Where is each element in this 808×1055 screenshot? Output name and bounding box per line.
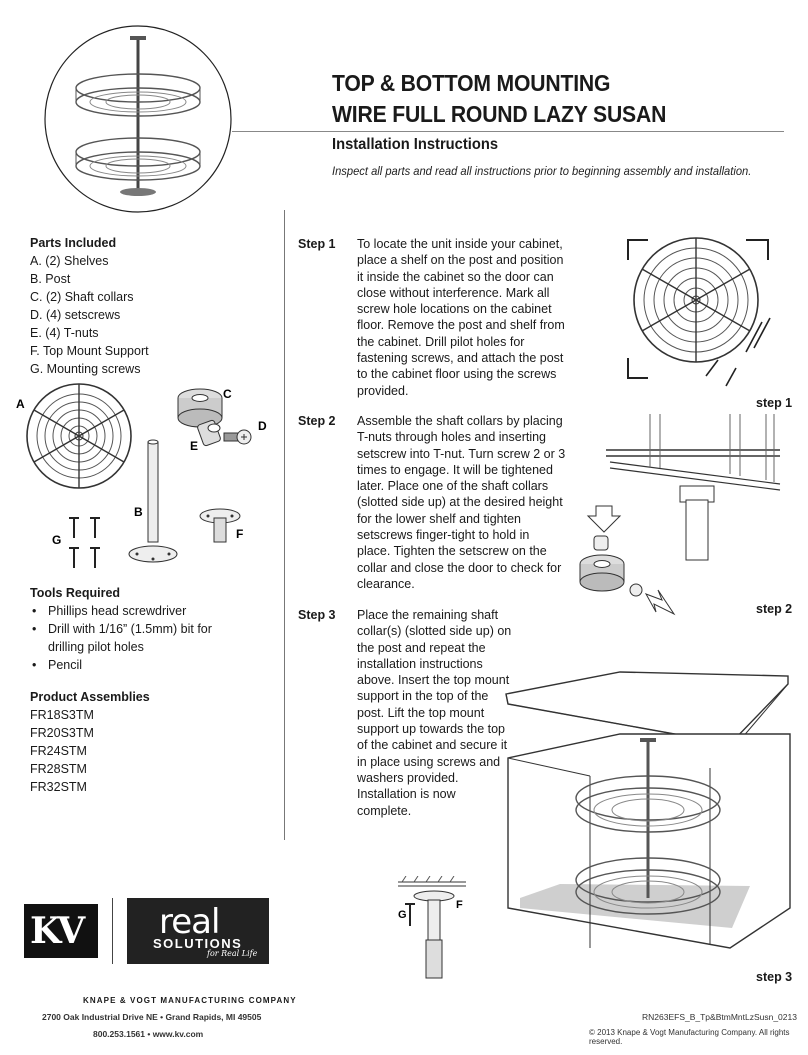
text-line: installation instructions [357, 656, 483, 671]
label-f: F [236, 527, 244, 541]
text-line: place. Tighten the setscrew on the [357, 544, 547, 559]
step-2-figure [570, 414, 792, 634]
text-line: setscrew into T-nut. Turn screw 2 or 3 [357, 446, 566, 461]
text-line: support up towards the top [357, 722, 506, 737]
list-item: FR20S3TM [30, 726, 94, 740]
text-line: fastening screws, and attach the post [357, 351, 564, 366]
parts-diagram [14, 378, 276, 582]
text-line: (slotted side up) at the desired height [357, 495, 563, 510]
list-item: • Drill with 1/16” (1.5mm) bit for [30, 620, 212, 638]
text-line: for the lower shelf and tighten [357, 511, 521, 526]
list-item: FR24STM [30, 744, 87, 758]
list-item: F. Top Mount Support [30, 344, 149, 358]
step-1-text [357, 236, 565, 399]
text-line: above. Insert the top mount [357, 673, 510, 688]
label-a: A [16, 397, 25, 411]
text-line: screw hole locations on the cabinet [357, 302, 552, 317]
footer-address: 2700 Oak Industrial Drive NE • Grand Rapids, MI 49505 [42, 1012, 262, 1022]
step-3-label: Step 3 [298, 608, 336, 622]
real-logo-word: real [159, 902, 220, 942]
text-line: the post and repeat the [357, 640, 486, 655]
text-line: post. Lift the top mount [357, 705, 485, 720]
label-c: C [223, 387, 232, 401]
text-line: complete. [357, 803, 412, 818]
real-solutions-logo [127, 898, 269, 964]
text-line: clearance. [357, 576, 415, 591]
title-divider [232, 131, 784, 132]
text-line: To locate the unit inside your cabinet, [357, 237, 563, 251]
assemblies-list [30, 706, 150, 796]
text-line: later. Place one of the shaft collars [357, 479, 549, 494]
label-g: G [52, 533, 62, 547]
copyright-notice: © 2013 Knape & Vogt Manufacturing Company. All rights reserved. [589, 1028, 790, 1046]
tools-list [30, 602, 212, 674]
title-line-2: WIRE FULL ROUND LAZY SUSAN [332, 101, 667, 127]
post-b-drawing [129, 440, 177, 562]
list-item: C. (2) Shaft collars [30, 290, 134, 304]
text-line: place a shelf on the post and position [357, 253, 564, 268]
text-line: T-nuts through holes and inserting [357, 430, 547, 445]
parts-list [30, 252, 149, 378]
list-item: FR18S3TM [30, 708, 94, 722]
step-2-text [357, 413, 565, 592]
page-title [332, 68, 755, 130]
label-e: E [190, 439, 199, 453]
step-3-cabinet-figure [500, 658, 800, 958]
setscrew-d-drawing [224, 430, 251, 444]
screws-g-drawing [69, 518, 100, 568]
list-item: G. Mounting screws [30, 362, 141, 376]
collar-c-drawing [178, 389, 222, 427]
text-line: Assemble the shaft collars by placing [357, 414, 563, 428]
list-item-text: drilling pilot holes [48, 640, 144, 654]
title-line-1: TOP & BOTTOM MOUNTING [332, 70, 611, 96]
label-d: D [258, 419, 267, 433]
document-code: RN263EFS_B_Tp&BtmMntLzSusn_0213 [642, 1012, 797, 1022]
text-line: of the cabinet and secure it [357, 738, 508, 753]
parts-heading: Parts Included [30, 236, 117, 250]
text-line: close without interference. Mark all [357, 285, 550, 300]
product-hero-image [40, 24, 236, 214]
step-1-figure-label: step 1 [756, 396, 793, 410]
top-mount-detail-figure [392, 876, 472, 986]
list-item: FR28STM [30, 762, 87, 776]
text-line: the cabinet. Drill pilot holes for [357, 334, 525, 349]
text-line: setscrews finger-tight to hold in [357, 528, 530, 543]
parts-section [30, 234, 149, 378]
label-b: B [134, 505, 143, 519]
list-item: • Phillips head screwdriver [30, 602, 212, 620]
footer-phone: 800.253.1561 • www.kv.com [93, 1029, 204, 1039]
text-line: provided. [357, 383, 409, 398]
real-logo-tagline: for Real Life [207, 949, 258, 958]
step-3-text [357, 607, 511, 819]
text-line: floor. Remove the post and shelf from [357, 318, 565, 333]
step-2-label: Step 2 [298, 414, 336, 428]
text-line: in place using screws and [357, 754, 501, 769]
text-line: times to engage. It will be tightened [357, 462, 553, 477]
page-subtitle: Installation Instructions [332, 136, 499, 153]
list-item: FR32STM [30, 780, 87, 794]
list-item: E. (4) T-nuts [30, 326, 99, 340]
logo-divider [112, 898, 113, 964]
step-2-figure-label: step 2 [756, 602, 793, 616]
text-line: to the cabinet floor using the screws [357, 367, 557, 382]
assemblies-section [30, 688, 150, 796]
tools-section [30, 584, 212, 674]
step-3-figure-label: step 3 [756, 970, 793, 984]
real-logo-solutions: SOLUTIONS [153, 936, 243, 951]
list-item: B. Post [30, 272, 71, 286]
text-line: Place the remaining shaft [357, 608, 499, 622]
kv-logo-text: KV [30, 910, 82, 952]
kv-logo [24, 904, 98, 958]
list-item: D. (4) setscrews [30, 308, 121, 322]
text-line: washers provided. [357, 770, 459, 785]
text-line: collar and close the door to check for [357, 560, 562, 575]
footer-company: KNAPE & VOGT MANUFACTURING COMPANY [83, 996, 297, 1005]
text-line: Installation is now [357, 787, 456, 802]
intro-text: Inspect all parts and read all instructions prior to beginning assembly and installation. [332, 164, 752, 178]
list-item: A. (2) Shelves [30, 254, 109, 268]
step-1-figure [610, 230, 786, 400]
detail-label-g: G [398, 909, 407, 921]
step-1-label: Step 1 [298, 237, 336, 251]
detail-label-f: F [456, 899, 463, 911]
list-item: • Pencil [30, 656, 212, 674]
shelf-a-drawing [27, 384, 131, 488]
assemblies-heading: Product Assemblies [30, 690, 150, 704]
text-line: collar(s) (slotted side up) on [357, 624, 512, 639]
text-line: support in the top of the [357, 689, 489, 704]
text-line: it inside the cabinet so the door can [357, 269, 554, 284]
list-item-continuation [30, 638, 212, 656]
column-divider [284, 210, 285, 840]
support-f-drawing [200, 509, 240, 542]
tools-heading: Tools Required [30, 586, 121, 600]
